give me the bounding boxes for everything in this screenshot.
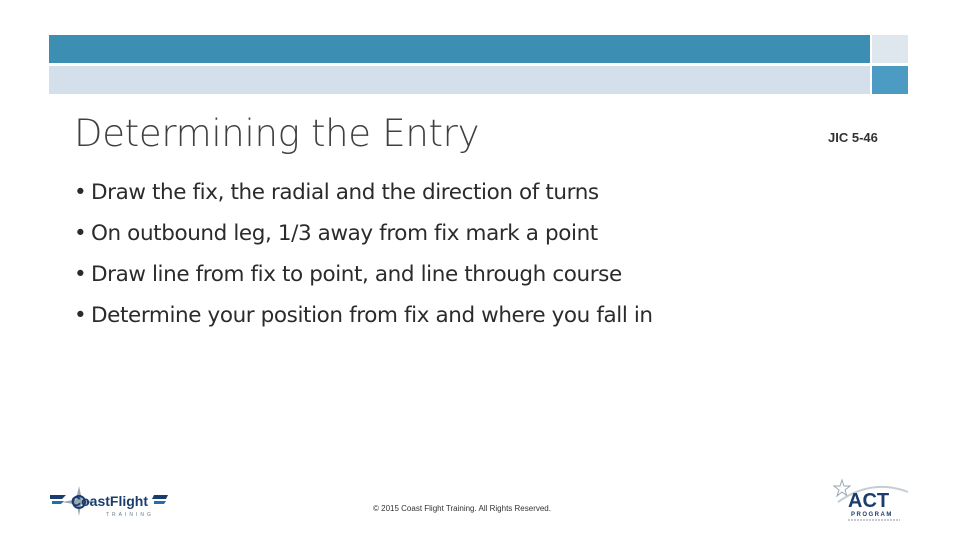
act-program-logo	[832, 476, 912, 524]
logo-right-subtitle: PROGRAM	[851, 512, 893, 518]
bullet-list	[74, 172, 653, 336]
coastflight-logo	[48, 478, 170, 522]
header-bar-secondary	[49, 66, 870, 94]
header-bar-top-accent	[872, 35, 908, 63]
header-bar-top	[49, 35, 870, 63]
header-bar-secondary-accent	[872, 66, 908, 94]
copyright-text: © 2015 Coast Flight Training. All Rights Reserved.	[373, 504, 551, 513]
logo-right-name: ACT	[848, 490, 890, 512]
slide-reference: JIC 5-46	[828, 130, 878, 145]
bullet-item	[74, 254, 653, 295]
bullet-marker: •	[74, 221, 87, 246]
logo-left-tagline: TRAINING	[106, 512, 154, 518]
logo-left-name: CoastFlight	[71, 493, 148, 509]
bullet-item	[74, 213, 653, 254]
bullet-item	[74, 172, 653, 213]
bullet-item	[74, 295, 653, 336]
bullet-text: Draw the fix, the radial and the direction of turns	[91, 180, 599, 205]
bullet-marker: •	[74, 180, 87, 205]
slide-title: Determining the Entry	[74, 112, 480, 155]
bullet-marker: •	[74, 303, 87, 328]
bullet-text: Determine your position from fix and where you fall in	[91, 303, 653, 328]
bullet-marker: •	[74, 262, 87, 287]
bullet-text: Draw line from fix to point, and line through course	[91, 262, 622, 287]
bullet-text: On outbound leg, 1/3 away from fix mark a point	[91, 221, 598, 246]
